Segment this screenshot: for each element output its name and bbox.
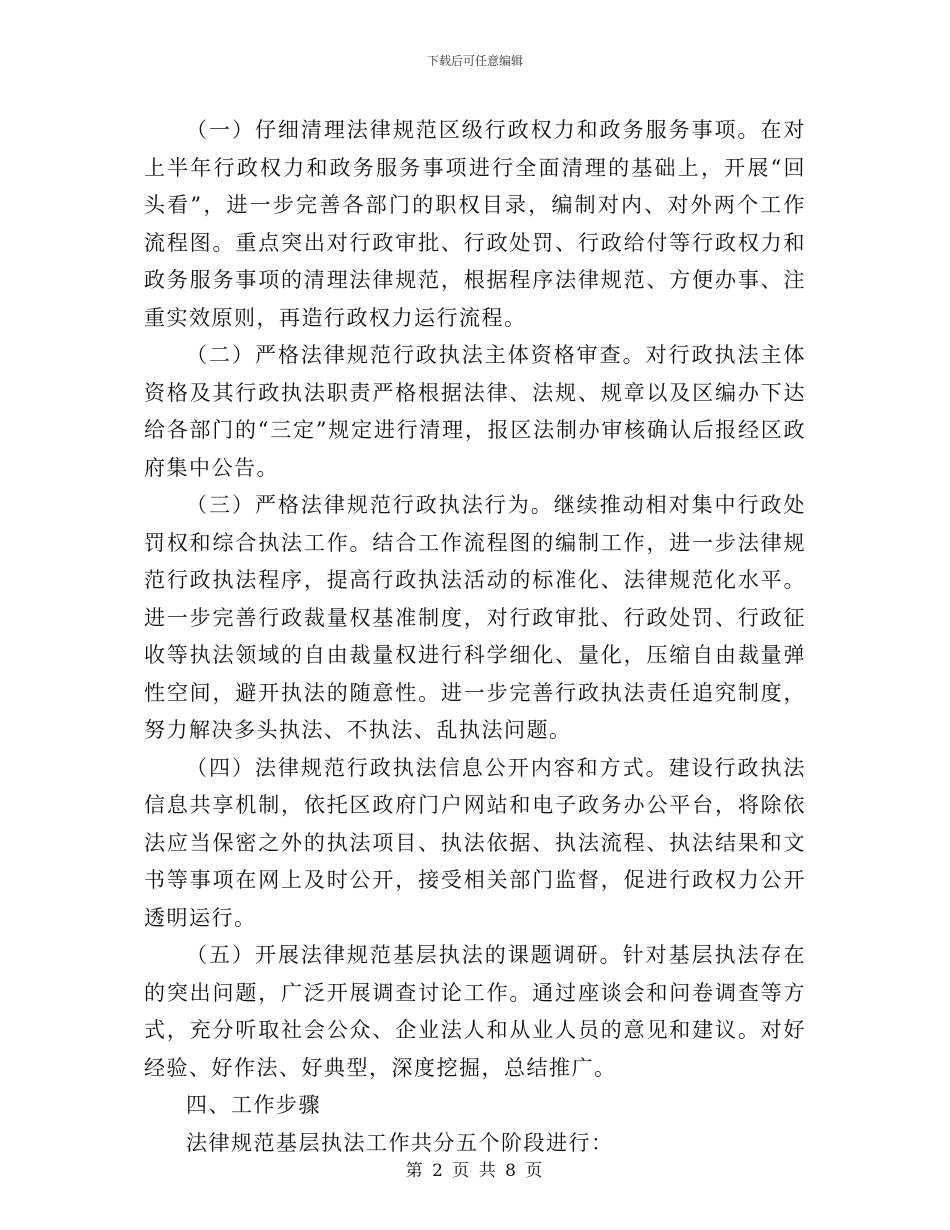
paragraph-5: （五）开展法律规范基层执法的课题调研。针对基层执法存在的突出问题，广泛开展调查讨论工作。通过座谈会和问卷调查等方式，充分听取社会公众、企业法人和从业人员的意见和建议。对好经验、好作法、好典型，深度挖掘，总结推广。 bbox=[144, 943, 806, 1080]
paragraph-4: （四）法律规范行政执法信息公开内容和方式。建设行政执法信息共享机制，依托区政府门户网站和电子政务办公平台，将除依法应当保密之外的执法项目、执法依据、执法流程、执法结果和文书等事项在网上及时公开，接受相关部门监督，促进行政权力公开透明运行。 bbox=[144, 755, 806, 930]
paragraph-1: （一）仔细清理法律规范区级行政权力和政务服务事项。在对上半年行政权力和政务服务事项进行全面清理的基础上，开展“回头看”，进一步完善各部门的职权目录，编制对内、对外两个工作流程图。重点突出对行政审批、行政处罚、行政给付等行政权力和政务服务事项的清理法律规范，根据程序法律规范、方便办事、注重实效原则，再造行政权力运行流程。 bbox=[144, 118, 806, 330]
paragraph-3: （三）严格法律规范行政执法行为。继续推动相对集中行政处罚权和综合执法工作。结合工作流程图的编制工作，进一步法律规范行政执法程序，提高行政执法活动的标准化、法律规范化水平。进一步完善行政裁量权基准制度，对行政审批、行政处罚、行政征收等执法领域的自由裁量权进行科学细化、量化，压缩自由裁量弹性空间，避开执法的随意性。进一步完善行政执法责任追究制度，努力解决多头执法、不执法、乱执法问题。 bbox=[144, 493, 806, 742]
page-number: 第 2 页 共 8 页 bbox=[405, 1161, 545, 1181]
paragraph-6: 法律规范基层执法工作共分五个阶段进行： bbox=[186, 1130, 614, 1155]
paragraph-2: （二）严格法律规范行政执法主体资格审查。对行政执法主体资格及其行政执法职责严格根据法律、法规、规章以及区编办下达给各部门的“三定”规定进行清理，报区法制办审核确认后报经区政府集中公告。 bbox=[144, 343, 806, 480]
section-heading: 四、工作步骤 bbox=[186, 1093, 321, 1117]
document-body bbox=[144, 112, 806, 1162]
page-header: 下载后可任意编辑 bbox=[426, 54, 523, 68]
